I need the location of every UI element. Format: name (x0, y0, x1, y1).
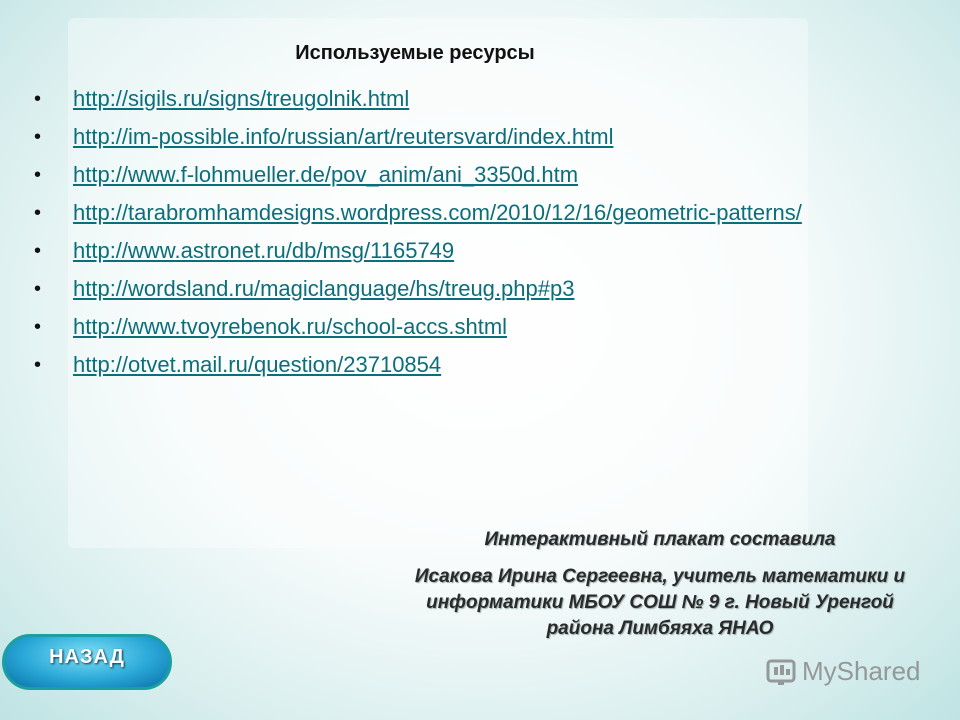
bullet: • (34, 126, 42, 148)
bullet: • (34, 278, 42, 300)
list-item (34, 350, 874, 380)
watermark-text: MyShared (802, 656, 921, 686)
bullet: • (34, 202, 42, 224)
list-item (34, 122, 874, 152)
resource-link-4[interactable]: http://tarabromhamdesigns.wordpress.com/2010/12/16/geometric-patterns/ (73, 200, 802, 225)
list-item (34, 84, 874, 114)
list-item (34, 312, 874, 342)
resource-link-5[interactable]: http://www.astronet.ru/db/msg/1165749 (73, 238, 455, 263)
bullet: • (34, 316, 42, 338)
bullet: • (34, 88, 42, 110)
resource-link-6[interactable]: http://wordsland.ru/magiclanguage/hs/treug.php#p3 (73, 276, 575, 301)
resource-link-8[interactable]: http://otvet.mail.ru/question/23710854 (73, 352, 442, 377)
resource-link-3[interactable]: http://www.f-lohmueller.de/pov_anim/ani_3350d.htm (73, 162, 579, 187)
back-button[interactable] (2, 634, 172, 690)
author-heading: Интерактивный плакат составила (484, 529, 836, 550)
bullet: • (34, 164, 42, 186)
bullet: • (34, 240, 42, 262)
resource-link-7[interactable]: http://www.tvoyrebenok.ru/school-accs.shtml (73, 314, 508, 339)
myshared-logo-icon (766, 657, 796, 687)
resource-link-2[interactable]: http://im-possible.info/russian/art/reutersvard/index.html (73, 124, 614, 149)
list-item (34, 198, 874, 228)
resource-link-1[interactable]: http://sigils.ru/signs/treugolnik.html (73, 86, 410, 111)
bullet: • (34, 354, 42, 376)
author-name: Исакова Ирина Сергеевна, учитель математики и информатики МБОУ СОШ № 9 г. Новый Уренгой района Лимбяяха ЯНАО (414, 566, 906, 639)
watermark (766, 656, 921, 687)
back-button-label: НАЗАД (49, 645, 125, 668)
page-title: Используемые ресурсы (295, 42, 535, 64)
list-item (34, 236, 874, 266)
list-item (34, 274, 874, 304)
list-item (34, 160, 874, 190)
resource-list (34, 84, 874, 388)
author-block (400, 528, 920, 642)
